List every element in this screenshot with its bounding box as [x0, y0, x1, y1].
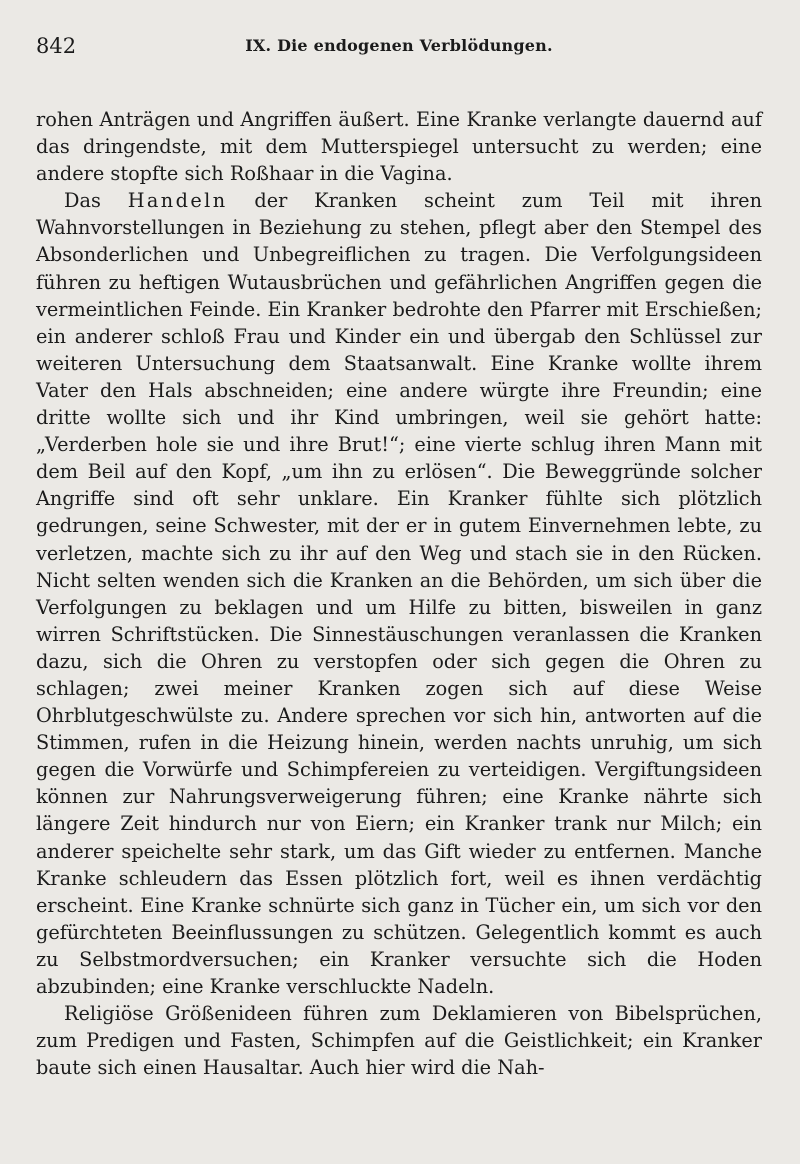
running-title: IX. Die endogenen Verblödungen.: [245, 36, 553, 55]
page-header: [36, 30, 762, 64]
paragraph-2: [36, 187, 762, 1000]
emphasis-handeln: Handeln: [127, 189, 228, 213]
paragraph-2-text: der Kranken scheint zum Teil mit ihren Wahnvorstellungen in Beziehung zu stehen, pflegt aber den Stempel des Absonderlichen und Unbegreiflichen zu tragen. Die Verfolgungsideen führen zu heftigen Wutausbrüchen und gefährlichen Angriffen gegen die vermeintlichen Feinde. Ein Kranker bedrohte den Pfarrer mit Erschießen; ein anderer schloß Frau und Kinder ein und übergab den Schlüssel zur weiteren Untersuchung dem Staatsanwalt. Eine Kranke wollte ihrem Vater den Hals abschneiden; eine andere würgte ihre Freundin; eine dritte wollte sich und ihr Kind umbringen, weil sie gehört hatte: „Verderben hole sie und ihre Brut!“; eine vierte schlug ihren Mann mit dem Beil auf den Kopf, „um ihn zu erlösen“. Die Beweggründe solcher Angriffe sind oft sehr unklare. Ein Kranker fühlte sich plötzlich gedrungen, seine Schwester, mit der er in gutem Einvernehmen lebte, zu verletzen, machte sich zu ihr auf den Weg und stach sie in den Rücken. Nicht selten wenden sich die Kranken an die Behörden, um sich über die Verfolgungen zu beklagen und um Hilfe zu bitten, bisweilen in ganz wirren Schriftstücken. Die Sinnestäuschungen veranlassen die Kranken dazu, sich die Ohren zu verstopfen oder sich gegen die Ohren zu schlagen; zwei meiner Kranken zogen sich auf diese Weise Ohrblutgeschwülste zu. Andere sprechen vor sich hin, antworten auf die Stimmen, rufen in die Heizung hinein, werden nachts unruhig, um sich gegen die Vorwürfe und Schimpfereien zu verteidigen. Vergiftungsideen können zur Nahrungsverweigerung führen; eine Kranke nährte sich längere Zeit hindurch nur von Eiern; ein Kranker trank nur Milch; ein anderer speichelte sehr stark, um das Gift wieder zu entfernen. Manche Kranke schleudern das Essen plötzlich fort, weil es ihnen verdächtig erscheint. Eine Kranke schnürte sich ganz in Tücher ein, um sich vor den gefürchteten Beeinflussungen zu schützen. Gelegentlich kommt es auch zu Selbstmordversuchen; ein Kranker versuchte sich die Hoden abzubinden; eine Kranke verschluckte Nadeln.: [36, 189, 762, 998]
body-text: [36, 106, 762, 1081]
paragraph-3: Religiöse Größenideen führen zum Deklamieren von Bibelsprüchen, zum Predigen und Fasten, Schimpfen auf die Geistlichkeit; ein Kranker baute sich einen Hausaltar. Auch hier wird die Nah-: [36, 1002, 762, 1080]
paragraph-1: rohen Anträgen und Angriffen äußert. Eine Kranke verlangte dauernd auf das dringendste, mit dem Mutterspiegel untersucht zu werden; eine andere stopfte sich Roßhaar in die Vagina.: [36, 108, 762, 186]
page-number: 842: [36, 34, 77, 58]
paragraph-2-lead: Das: [64, 189, 128, 213]
